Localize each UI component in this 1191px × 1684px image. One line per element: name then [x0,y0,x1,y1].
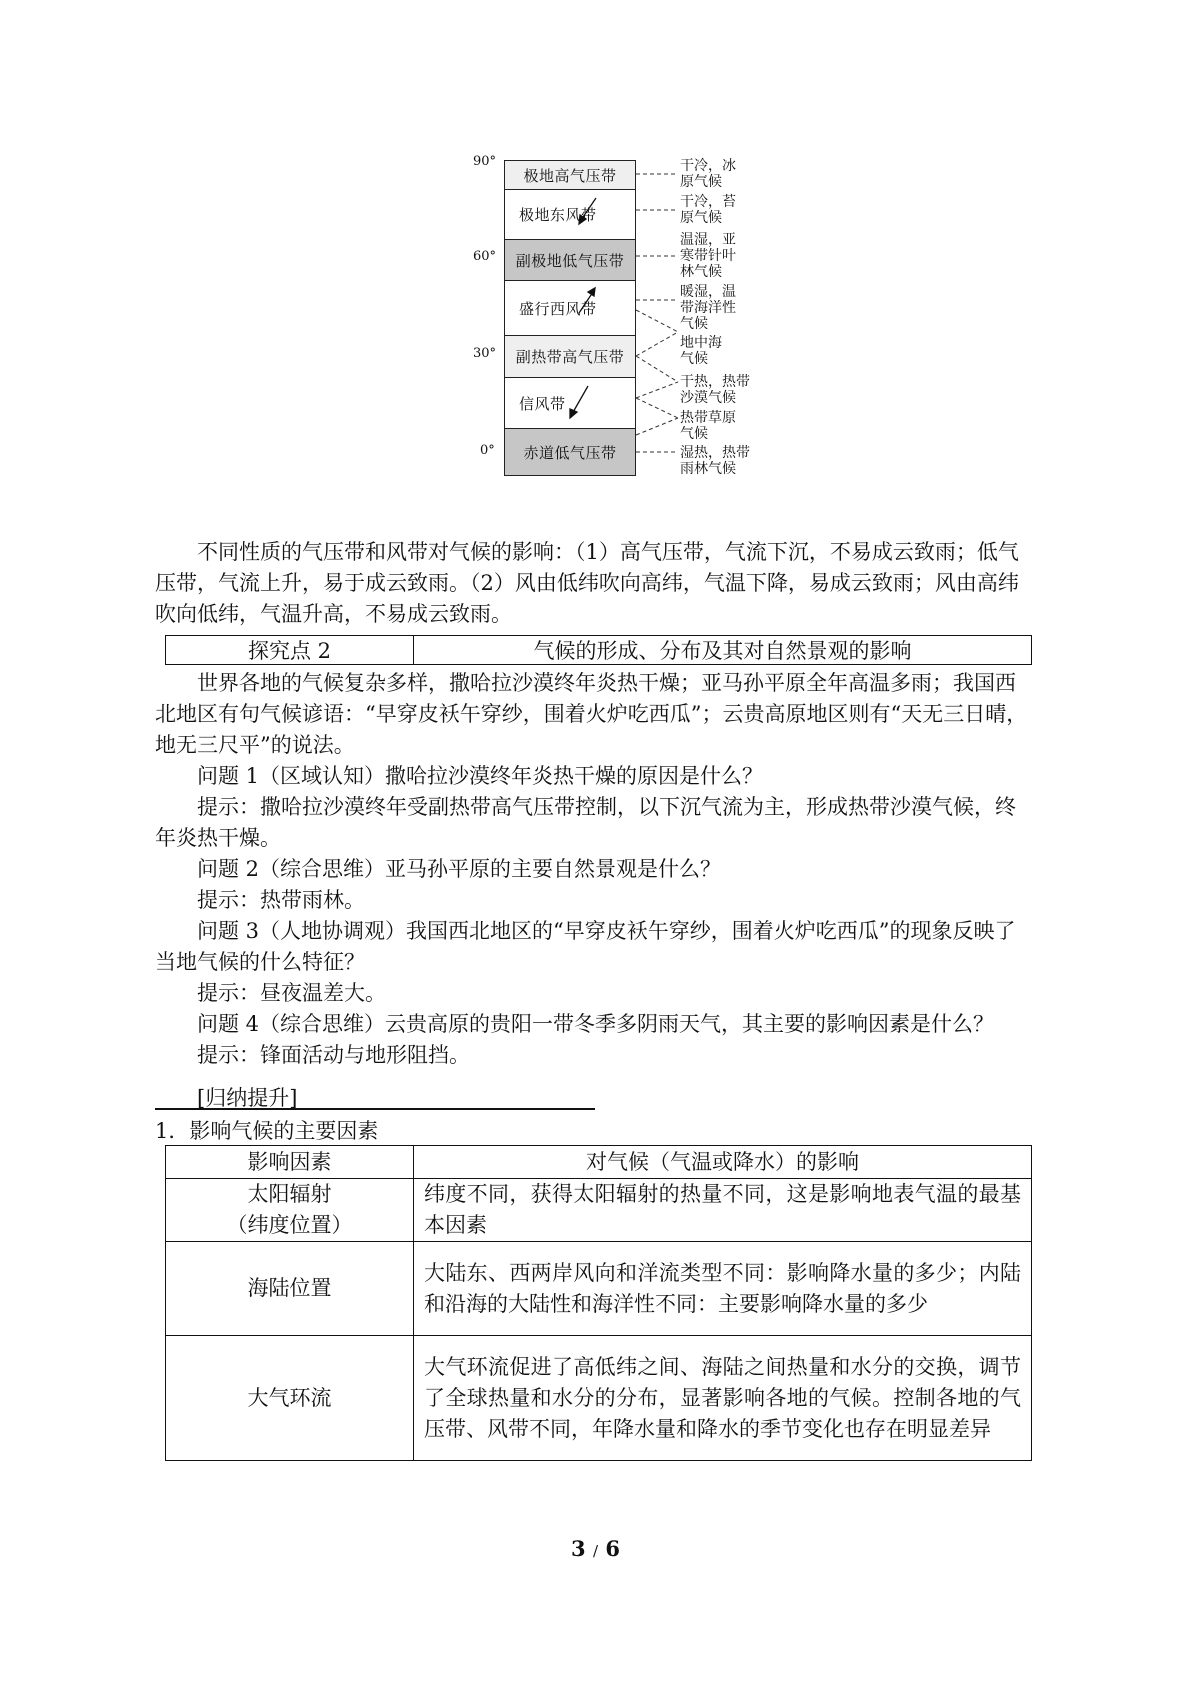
connector-line [636,382,678,398]
summary-heading: [归纳提升] [155,1082,595,1110]
question-4: 问题 4（综合思维）云贵高原的贵阳一带冬季多阴雨天气，其主要的影响因素是什么？ [197,1012,995,1036]
belt-polar-easterlies: 极地东风带 [504,189,636,240]
section-bar [165,635,1032,665]
connector-line [636,310,678,332]
factor-cell: 太阳辐射 （纬度位置） [166,1179,414,1242]
answer-1: 提示：撒哈拉沙漠终年受副热带高气压带控制，以下沉气流为主，形成热带沙漠气候，终年炎热干燥。 [155,795,1016,850]
effect-cell: 大气环流促进了高低纬之间、海陆之间热量和水分的交换，调节了全球热量和水分的分布，显著影响各地的气候。控制各地的气压带、风带不同，年降水量和降水的季节变化也存在明显差异 [414,1336,1032,1461]
intro-block [155,537,1035,630]
climate-label: 干冷，苔 原气候 [680,194,736,226]
answer-3: 提示：昼夜温差大。 [197,981,386,1005]
question-2: 问题 2（综合思维）亚马孙平原的主要自然景观是什么？ [197,857,722,881]
table-header-effect: 对气候（气温或降水）的影响 [414,1146,1032,1179]
belt-westerlies: 盛行西风带 [504,280,636,336]
climate-label: 地中海 气候 [680,335,722,367]
belt-subpolar-low: 副极地低气压带 [504,239,636,281]
connector-line [636,418,678,435]
section-label: 探究点 2 [166,636,414,664]
section-title: 气候的形成、分布及其对自然景观的影响 [533,639,912,663]
factor-cell: 海陆位置 [166,1242,414,1336]
latitude-label: 90° [473,154,497,169]
intro-paragraph: 不同性质的气压带和风带对气候的影响：（1）高气压带，气流下沉，不易成云致雨；低气压带，气流上升，易于成云致雨。（2）风由低纬吹向高纬，气温下降，易成云致雨；风由高纬吹向低纬，气温升高，不易成云致雨。 [155,540,1019,626]
effect-cell: 大陆东、西两岸风向和洋流类型不同：影响降水量的多少；内陆和沿海的大陆性和海洋性不同：主要影响降水量的多少 [414,1242,1032,1336]
table-row [166,1242,1032,1336]
connector-line [636,332,678,356]
climate-label: 干冷，冰 原气候 [680,158,736,190]
connector-line [636,398,678,418]
question-1: 问题 1（区域认知）撒哈拉沙漠终年炎热干燥的原因是什么？ [197,764,764,788]
climate-factors-table [165,1145,1032,1461]
factor-cell: 大气环流 [166,1336,414,1461]
belt-subtropical-high: 副热带高气压带 [504,335,636,378]
connector-line [636,356,678,382]
latitude-label: 0° [480,443,495,458]
pressure-wind-belt-diagram [470,154,780,520]
climate-label: 湿热，热带 雨林气候 [680,445,750,477]
answer-4: 提示：锋面活动与地形阻挡。 [197,1043,470,1067]
belt-polar-high: 极地高气压带 [504,160,636,190]
table-row [166,1336,1032,1461]
effect-cell: 纬度不同，获得太阳辐射的热量不同，这是影响地表气温的最基本因素 [414,1179,1032,1242]
table-header-row [166,1146,1032,1179]
qa-block [155,668,1035,1071]
latitude-label: 60° [473,249,497,264]
climate-label: 温湿，亚 寒带针叶 林气候 [680,232,736,280]
climate-label: 热带草原 气候 [680,410,736,442]
question-3: 问题 3（人地协调观）我国西北地区的“早穿皮袄午穿纱，围着火炉吃西瓜”的现象反映了当地气候的什么特征？ [155,919,1016,974]
answer-2: 提示：热带雨林。 [197,888,365,912]
latitude-label: 30° [473,346,497,361]
climate-label: 干热，热带 沙漠气候 [680,374,750,406]
factors-title: 1．影响气候的主要因素 [155,1119,379,1143]
climate-label: 暖湿，温 带海洋性 气候 [680,284,736,332]
table-header-factor: 影响因素 [166,1146,414,1179]
belt-trade-winds: 信风带 [504,377,636,429]
belt-equatorial-low: 赤道低气压带 [504,428,636,476]
scenario-paragraph: 世界各地的气候复杂多样，撒哈拉沙漠终年炎热干燥；亚马孙平原全年高温多雨；我国西北地区有句气候谚语：“早穿皮袄午穿纱，围着火炉吃西瓜”；云贵高原地区则有“天无三日晴，地无三尺平”的说法。 [155,671,1028,757]
page-number: 3 / 6 [571,1536,620,1561]
table-row [166,1179,1032,1242]
